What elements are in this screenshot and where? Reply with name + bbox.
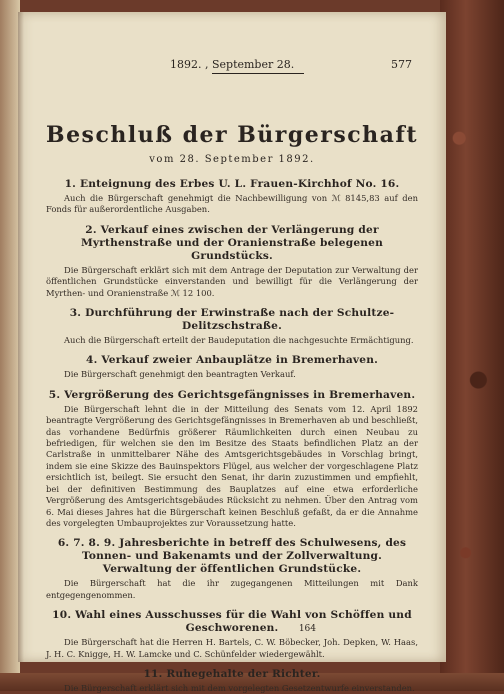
section-5	[46, 389, 418, 529]
document-subtitle: vom 28. September 1892.	[149, 154, 315, 165]
section-10	[46, 609, 418, 660]
book-cover-edge	[440, 0, 504, 691]
running-header	[50, 58, 414, 74]
section-body: Die Bürgerschaft erklärt sich mit dem vorgelegten Gesetzentwurfe einverstanden.	[64, 682, 415, 693]
header-rule	[212, 73, 304, 74]
footer-number: 164	[298, 624, 316, 634]
section-body: Die Bürgerschaft hat die Herren H. Bartels, C. W. Böbecker, Joh. Depken, W. Haas, J. H. C. Knigge, H. W. Lamcke und C. Schünfelder wiedergewählt.	[46, 637, 418, 659]
section-3	[46, 307, 418, 346]
section-body: Die Bürgerschaft hat die ihr zugegangenen Mitteilungen mit Dank entgegengenommen.	[46, 578, 418, 600]
section-body: Die Bürgerschaft lehnt die in der Mitteilung des Senats vom 12. April 1892 beantragte Vergrößerung des Gerichtsgefängnisses in Bremerhaven ab und beschließt, das vorhandene Bedürfnis größerer Räumlichkeiten durch einen Neubau zu befriedigen, für welchen sie den im Besitze des Staats befindlichen Platz an der Carlstraße in unmittelbarer Nähe des Amtsgerichtsgebäudes in Vorschlag bringt, indem sie eine Skizze des Bauinspektors Flügel, aus welcher der vorgeschlagene Platz ersichtlich ist, beilegt. Sie ersucht den Senat, ihr darin zuzustimmen und empfiehlt, bei der definitiven Bestimmung des Bauplatzes auf eine etwa erforderliche Vergrößerung des Amtsgerichtsgebäudes Rücksicht zu nehmen. Über den Antrag vom 6. Mai dieses Jahres hat die Bürgerschaft keinen Beschluß gefaßt, da er die Annahme des vorgelegten Umbauprojektes zur Voraussetzung hatte.	[46, 403, 418, 528]
section-heading: 6. 7. 8. 9. Jahresberichte in betreff des Schulwesens, des Tonnen- und Bakenamts und der Zollverwaltung. Verwaltung der öffentlichen Grundstücke.	[57, 537, 407, 576]
page-gutter	[18, 12, 24, 662]
section-1	[46, 178, 418, 216]
section-heading: 3. Durchführung der Erwinstraße nach der Schultze-Delitzschstraße.	[69, 307, 395, 333]
section-11	[46, 668, 418, 694]
section-heading: 4. Verkauf zweier Anbauplätze in Bremerhaven.	[86, 354, 378, 367]
document-page	[18, 12, 446, 693]
resolution-list	[46, 170, 418, 694]
section-2	[46, 224, 418, 299]
document-title: Beschluß der Bürgerschaft	[45, 122, 419, 148]
section-body: Die Bürgerschaft erklärt sich mit dem Antrage der Deputation zur Verwaltung der öffentlichen Grundstücke einverstanden und bewilligt für die Verlängerung der Myrthen- und Oranienstraße ℳ 12 100.	[46, 264, 418, 298]
header-date: 1892. , September 28.	[170, 58, 295, 71]
section-4	[46, 354, 418, 380]
section-heading: 10. Wahl eines Ausschusses für die Wahl von Schöffen und Geschworenen.	[52, 609, 412, 635]
section-heading: 5. Vergrößerung des Gerichtsgefängnisses in Bremerhaven.	[48, 388, 416, 401]
section-heading: 1. Enteignung des Erbes U. L. Frauen-Kirchhof No. 16.	[64, 178, 400, 190]
section-heading: 11. Ruhegehalte der Richter.	[143, 667, 321, 680]
section-body: Die Bürgerschaft genehmigt den beantragten Verkauf.	[64, 369, 296, 380]
section-6-9	[46, 537, 418, 601]
section-body: Auch die Bürgerschaft erteilt der Baudeputation die nachgesuchte Ermächtigung.	[64, 335, 414, 346]
page-number: 577	[391, 58, 412, 71]
book-left-edge	[0, 0, 20, 691]
section-body: Auch die Bürgerschaft genehmigt die Nachbewilligung von ℳ 8145,83 auf den Fonds für außerordentliche Ausgaben.	[46, 193, 418, 215]
section-heading: 2. Verkauf eines zwischen der Verlängerung der Myrthenstraße und der Oranienstraße belegenen Grundstücks.	[80, 223, 384, 262]
